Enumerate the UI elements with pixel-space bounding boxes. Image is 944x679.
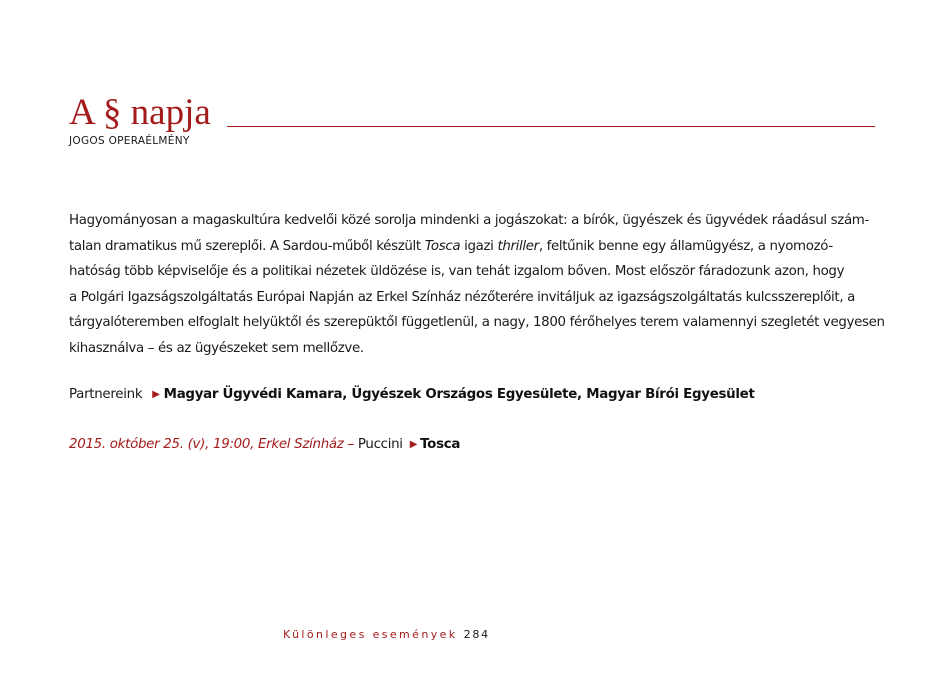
page-number: 284 xyxy=(463,628,490,641)
page-title: A § napja xyxy=(69,92,211,133)
event-work: Tosca xyxy=(420,437,461,452)
paragraph-line-1: Hagyományosan a magaskultúra kedvelői közé sorolja mindenki a jogászokat: a bírók, ügyészek és ügyvédek ráadásul szám- xyxy=(69,213,869,228)
partners-names: Magyar Ügyvédi Kamara, Ügyészek Országos Egyesülete, Magyar Bírói Egyesület xyxy=(163,387,755,402)
triangle-right-icon: ▶ xyxy=(409,439,418,450)
event-date: 2015. október 25. (v), 19:00, Erkel Színház – xyxy=(69,437,354,452)
partners-label: Partnereink xyxy=(69,387,143,402)
paragraph-line-6: kihasználva – és az ügyészeket sem mellőzve. xyxy=(69,340,364,356)
paragraph-line-4: a Polgári Igazságszolgáltatás Európai Napján az Erkel Színház nézőterére invitáljuk az igazságszolgáltatás kulcsszereplőit, a xyxy=(69,289,855,305)
thriller-italic: thriller xyxy=(497,238,539,254)
paragraph-line-2 xyxy=(69,234,879,260)
line2-text-e: , feltűnik benne egy államügyész, a nyomozó- xyxy=(538,238,833,254)
line2-text-c: igazi xyxy=(460,238,498,254)
page-footer xyxy=(283,628,490,641)
line2-text-a: talan dramatikus mű szereplői. A Sardou-műből készült xyxy=(69,238,425,254)
title-row xyxy=(69,94,875,132)
title-rule xyxy=(227,126,875,127)
paragraph-line-3: hatóság több képviselője és a politikai nézetek üldözése is, van tehát izgalom bőven. Most először fáradozunk azon, hogy xyxy=(69,264,845,279)
footer-section-name: Különleges események xyxy=(283,628,458,641)
paragraph-line-5: tárgyalóteremben elfoglalt helyüktől és szerepüktől függetlenül, a nagy, 1800 férőhelyes terem valamennyi szegletét vegyesen xyxy=(69,315,885,330)
triangle-right-icon: ▶ xyxy=(152,389,160,400)
page-subtitle: JOGOS OPERAÉLMÉNY xyxy=(69,135,190,147)
event-composer: Puccini xyxy=(357,437,403,452)
event-line xyxy=(69,437,460,452)
description-paragraph xyxy=(69,208,885,361)
page-header xyxy=(69,94,875,147)
tosca-italic: Tosca xyxy=(424,238,461,254)
partners-line xyxy=(69,387,755,402)
